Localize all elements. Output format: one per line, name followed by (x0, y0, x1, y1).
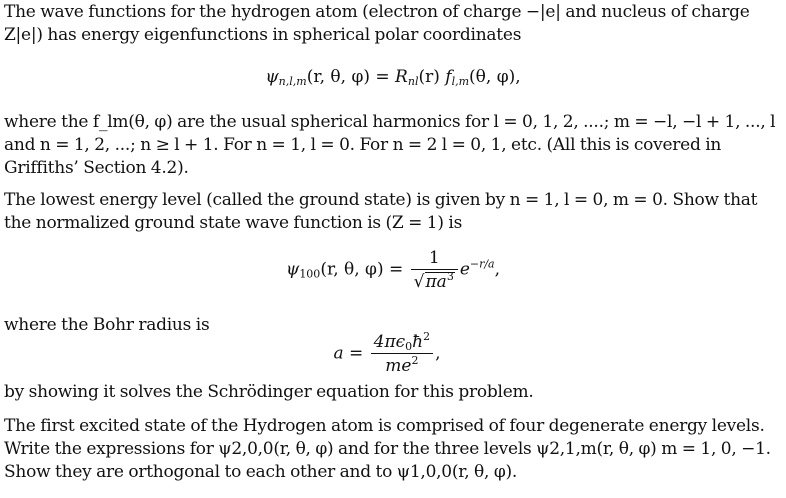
sqrt-symbol: $√\pi a^3$ (413, 270, 454, 292)
intro-line-2: Z|e|) has energy eigenfunctions in spherical polar coordinates (4, 25, 522, 45)
ground-state-line-2: the normalized ground state wave function is (Z = 1) is (4, 213, 463, 233)
excited-line-2: Write the expressions for ψ2,0,0(r, θ, φ) and for the three levels ψ2,1,m(r, θ, φ) m = 1, 0, −1. (4, 439, 771, 459)
ground-state-equation: $\psi_{100}(r$, θ, φ) = $\frac{1}{√\pi a^3}$ $e^{-r/a}$, (285, 248, 501, 292)
harmonics-line-3: Griffiths’ Section 4.2). (4, 158, 189, 178)
eq3-denominator: $me^2$ (385, 354, 419, 376)
schrodinger-line: by showing it solves the Schrödinger equation for this problem. (4, 382, 534, 402)
eq1-r-args: (r) (418, 67, 440, 87)
harmonics-paragraph (4, 111, 780, 180)
bohr-radius-equation: a = $\frac{4\pi\epsilon_0ħ^2}{me^2}$ , (333, 330, 441, 376)
eq3-fraction (371, 332, 433, 376)
eq3-numerator: $4\pi\epsilon_0ħ^2$ (371, 332, 433, 354)
eq2-fraction (411, 248, 458, 292)
schrodinger-paragraph (4, 381, 780, 404)
eq2-denominator (411, 270, 458, 292)
eq2-numerator: 1 (411, 248, 458, 270)
excited-line-1: The first excited state of the Hydrogen atom is comprised of four degenerate energy levels. (4, 416, 765, 436)
eq1-psi-subscript: n,l,m (278, 75, 307, 88)
eq2-psi-subscript: 100 (299, 267, 321, 281)
eq1-r-subscript: nl (407, 75, 419, 88)
harmonics-line-2: and n = 1, 2, ...; n ≥ l + 1. For n = 1, l = 0. For n = 2 l = 0, 1, etc. (All this is covered in (4, 135, 722, 155)
eq3-lhs: a = (333, 343, 369, 364)
eq2-exponent: −r/a (469, 257, 495, 271)
excited-line-3: Show they are orthogonal to each other and to ψ1,0,0(r, θ, φ). (4, 462, 518, 482)
wavefunction-separation-equation: $\psi_{n,l,m}(r$, θ, $\varphi) = R_{nl}(r)$ $f_{l,m}(\theta$, φ), (265, 67, 521, 88)
eq1-f-subscript: l,m (451, 75, 470, 88)
excited-state-paragraph (4, 415, 780, 484)
intro-paragraph (4, 1, 780, 47)
harmonics-line-1: where the f_lm(θ, φ) are the usual spherical harmonics for l = 0, 1, 2, ....; m = −l, −l + 1, ..., l (4, 112, 776, 132)
intro-line-1: The wave functions for the hydrogen atom (electron of charge −|e| and nucleus of charge (4, 2, 750, 22)
ground-state-paragraph (4, 189, 780, 235)
eq1-f-args: (θ, φ), (469, 67, 521, 87)
ground-state-line-1: The lowest energy level (called the ground state) is given by n = 1, l = 0, m = 0. Show that (4, 190, 758, 210)
bohr-radius-line: where the Bohr radius is (4, 315, 210, 335)
eq2-args: (r, θ, φ) = (320, 259, 409, 280)
eq1-args: (r, θ, φ) = (306, 67, 396, 87)
